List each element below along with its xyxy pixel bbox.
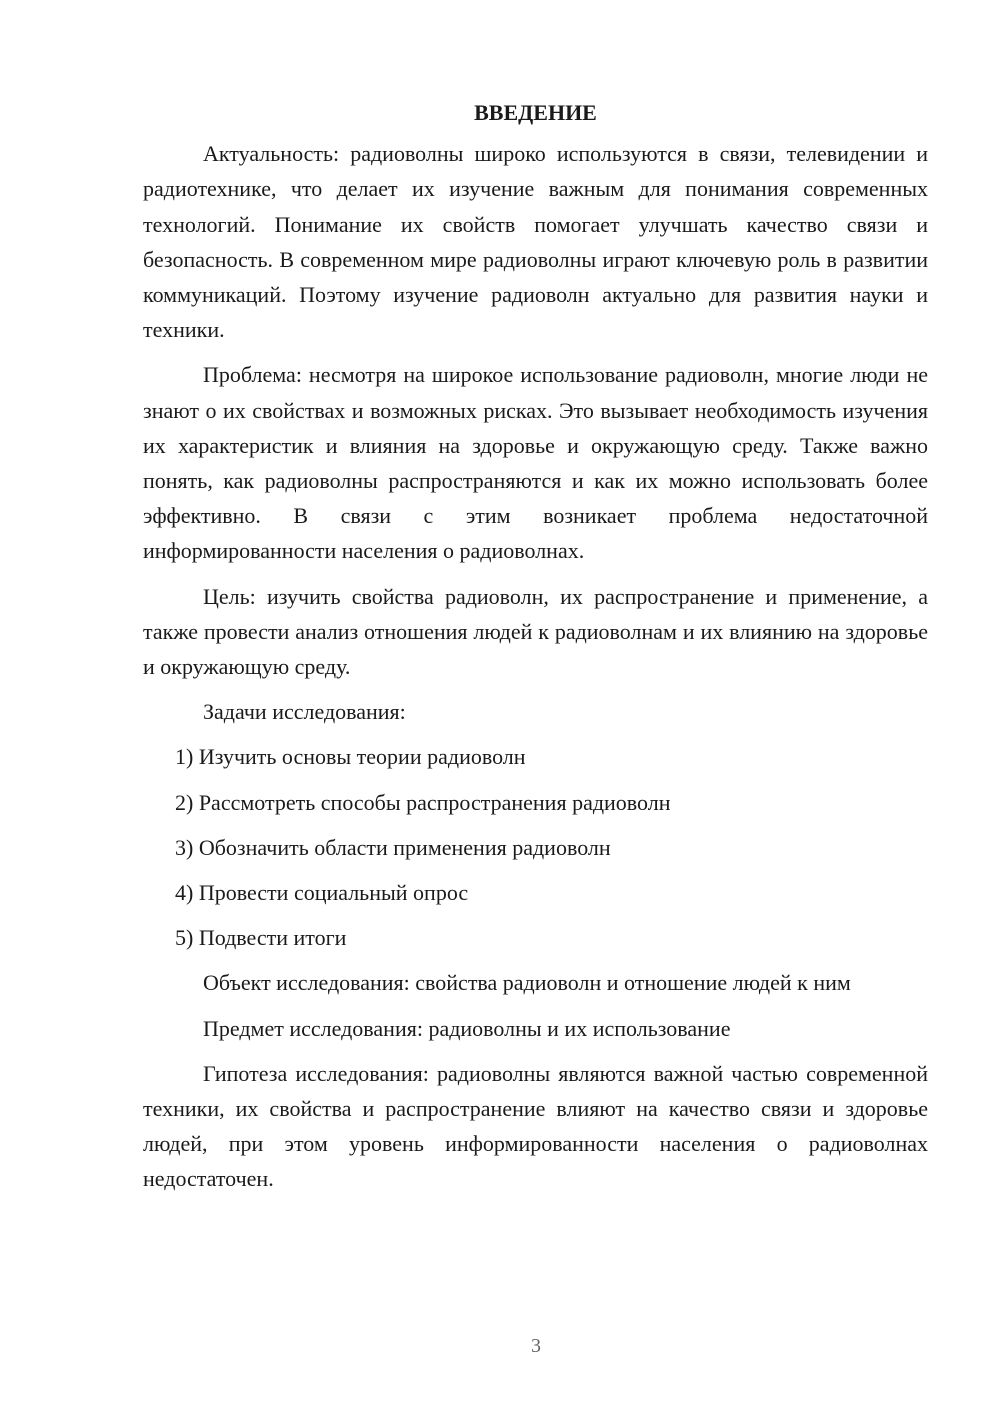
problem-paragraph: Проблема: несмотря на широкое использование радиоволн, многие люди не знают о их свойствах и возможных рисках. Это вызывает необходимость изучения их характеристик и влияния на здоровье и окружающую среду. Также важно понять, как радиоволны распространяются и как их можно использовать более эффективно. В связи с этим возникает проблема недостаточной информированности населения о радиоволнах.: [143, 362, 928, 564]
section-heading: ВВЕДЕНИЕ: [474, 100, 597, 125]
page-content: [143, 95, 928, 1197]
list-item: 5) Подвести итоги: [175, 925, 347, 951]
tasks-title: Задачи исследования:: [203, 699, 406, 725]
tasks-list: [143, 739, 928, 955]
page-number: 3: [531, 1335, 541, 1357]
subject-paragraph: Предмет исследования: радиоволны и их использование: [203, 1015, 731, 1041]
list-item: 2) Рассмотреть способы распространения радиоволн: [175, 789, 671, 815]
list-item: 1) Изучить основы теории радиоволн: [175, 744, 526, 770]
object-paragraph: Объект исследования: свойства радиоволн и отношение людей к ним: [203, 970, 851, 996]
goal-paragraph: Цель: изучить свойства радиоволн, их распространение и применение, а также провести анализ отношения людей к радиоволнам и их влиянию на здоровье и окружающую среду.: [143, 583, 928, 680]
list-item: 4) Провести социальный опрос: [175, 880, 469, 906]
list-item: 3) Обозначить области применения радиоволн: [175, 834, 611, 860]
relevance-paragraph: Актуальность: радиоволны широко используются в связи, телевидении и радиотехнике, что делает их изучение важным для понимания современных технологий. Понимание их свойств помогает улучшать качество связи и безопасность. В современном мире радиоволны играют ключевую роль в развитии коммуникаций. Поэтому изучение радиоволн актуально для развития науки и техники.: [143, 141, 928, 343]
hypothesis-paragraph: Гипотеза исследования: радиоволны являются важной частью современной техники, их свойства и распространение влияют на качество связи и здоровье людей, при этом уровень информированности населения о радиоволнах недостаточен.: [143, 1060, 928, 1192]
